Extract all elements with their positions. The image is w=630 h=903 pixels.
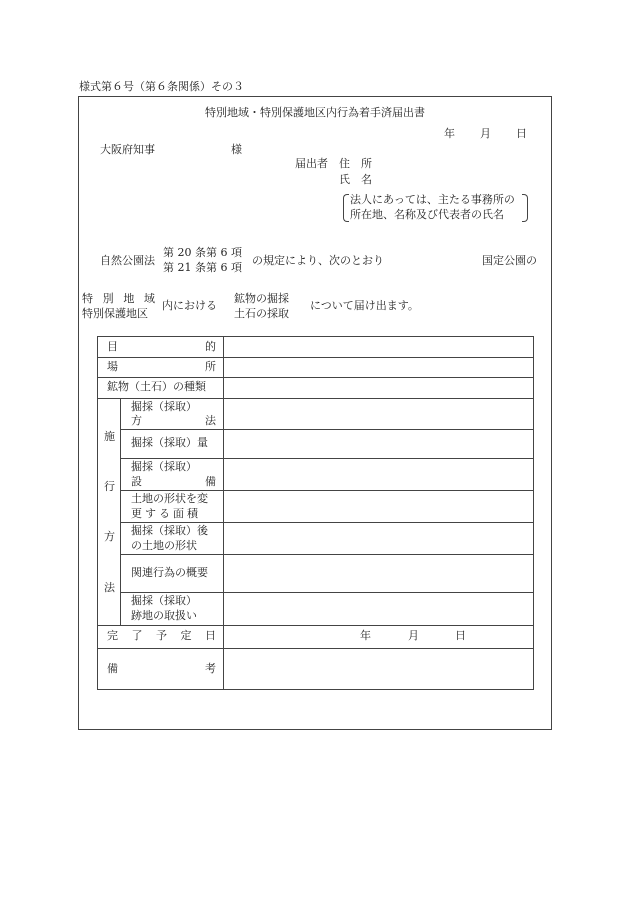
method-dig-equipment-l2: 設 備	[131, 475, 216, 488]
note-bracket-left	[343, 194, 349, 222]
completion-year: 年	[360, 629, 371, 642]
label-place: 場 所	[107, 360, 216, 373]
method-site-l2: 跡地の取扱い	[131, 609, 197, 622]
label-completion: 完 了 予 定 日	[107, 629, 216, 642]
label-purpose: 目 的	[107, 340, 216, 353]
notifier-address-label: 住 所	[339, 157, 372, 170]
method-after-shape-l2: の土地の形状	[131, 539, 197, 552]
addressee-suffix: 様	[231, 143, 242, 156]
form-title: 特別地域・特別保護地区内行為着手済届出書	[205, 106, 425, 119]
label-remarks: 備 考	[107, 662, 216, 675]
date-year: 年	[444, 127, 455, 140]
col-divider-main	[223, 337, 224, 689]
form-number: 様式第６号（第６条関係）その３	[79, 80, 244, 93]
completion-day: 日	[455, 629, 466, 642]
addressee-name: 大阪府知事	[100, 143, 155, 156]
notifier-name-label: 氏 名	[339, 173, 372, 186]
act-mineral: 鉱物の掘採	[234, 292, 289, 305]
date-day: 日	[516, 127, 527, 140]
date-month: 月	[480, 127, 491, 140]
method-related: 関連行為の概要	[131, 566, 208, 579]
method-area-l1: 土地の形状を変	[131, 492, 208, 505]
regulation-clause: の規定により、次のとおり	[252, 254, 384, 267]
method-dig-method-l1: 掘採（採取）	[131, 400, 197, 413]
area-protected: 特別保護地区	[82, 307, 148, 320]
completion-month: 月	[408, 629, 419, 642]
group-label-2: 行	[104, 480, 115, 493]
method-area-l2: 更する面積	[131, 507, 201, 520]
within-text: 内における	[162, 299, 217, 312]
area-special: 特 別 地 域	[82, 292, 155, 305]
method-site-l1: 掘採（採取）	[131, 594, 197, 607]
law-name: 自然公園法	[100, 254, 155, 267]
statement-ending: について届け出ます。	[310, 299, 419, 312]
act-soil: 土石の採取	[234, 307, 289, 320]
article-20: 第 20 条第 6 項	[163, 246, 242, 259]
method-dig-method-l2: 方 法	[131, 414, 216, 427]
label-mineral-type: 鉱物（土石）の種類	[107, 380, 206, 393]
details-table	[97, 336, 534, 690]
method-dig-equipment-l1: 掘採（採取）	[131, 460, 197, 473]
park-type: 国定公園の	[482, 254, 537, 267]
notifier-label: 届出者	[295, 157, 328, 170]
notifier-note-line2: 所在地、名称及び代表者の氏名	[350, 208, 504, 221]
col-divider-group	[120, 398, 121, 625]
group-label-1: 施	[104, 430, 115, 443]
notifier-note-line1: 法人にあっては、主たる事務所の	[350, 193, 515, 206]
method-after-shape-l1: 掘採（採取）後	[131, 524, 208, 537]
group-label-4: 法	[104, 581, 115, 594]
method-dig-amount: 掘採（採取）量	[131, 436, 208, 449]
note-bracket-right	[522, 194, 528, 222]
article-21: 第 21 条第 6 項	[163, 261, 242, 274]
group-label-3: 方	[104, 530, 115, 543]
